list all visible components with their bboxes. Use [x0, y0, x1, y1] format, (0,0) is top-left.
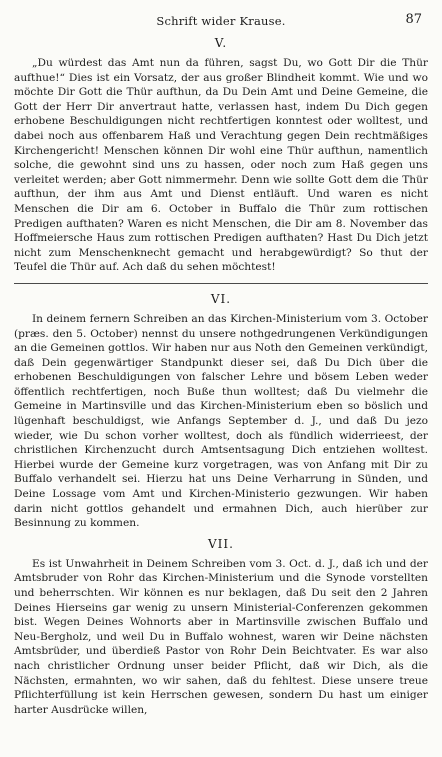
paragraph: Es ist Unwahrheit in Deinem Schreiben vom 3. Oct. d. J., daß ich und der Amtsbruder von Rohr das Kirchen-Ministerium und die Synode vorstellten und beherrschten. Wir können es nur beklagen, daß Du seit den 2 Jahren Deines Hierseins gar wenig zu unsern Ministerial-Conferenzen gekommen bist. Wegen Deines Wohnorts aber in Martinsville zwischen Buffalo und Neu-Bergholz, und weil Du in Buffalo wohnest, waren wir Deine nächsten Amtsbrüder, und überdieß Pastor von Rohr Dein Beichtvater. Es war also nach christlicher Ordnung unser beider Pflicht, daß wir Dich, als die Nächsten, ermahnten, wo wir sahen, daß du fehltest. Diese unsere treue Pflichterfüllung ist kein Herrschen gewesen, sondern Du hast um einiger harter Ausdrücke willen,: [14, 557, 428, 716]
section-title: VII.: [208, 536, 234, 551]
running-head: Schrift wider Krause.: [156, 14, 286, 28]
section-v: [14, 36, 428, 275]
page-number: 87: [405, 12, 422, 27]
section-title: VI.: [210, 291, 232, 306]
section-title: V.: [214, 36, 228, 50]
paragraph: In deinem fernern Schreiben an das Kirchen-Ministerium vom 3. October (præs. den 5. October) nennst du unsere nothgedrungenen Verkündigungen an die Gemeinen gottlos. Wir haben nur aus Noth den Gemeinen verkündigt, daß Dein gegenwärtiger Standpunkt dieser sei, daß Du Dich über die erhobenen Beschuldigungen von falscher Lehre und bösem Leben weder öffentlich rechtfertigen, noch Buße thun wolltest; daß Du vielmehr die Gemeine in Martinsville und das Kirchen-Ministerium eben so böslich und lügenhaft beschuldigst, wie Anfangs September d. J., und daß Du jezo wieder, wie Du schon vorher wolltest, doch als fündlich widerrieest, der christlichen Kirchenzucht durch Amtsentsagung Dich entziehen wolltest. Hierbei wurde der Gemeine kurz vorgetragen, was von Anfang mit Dir zu Buffalo verhandelt sei. Hierzu hat uns Deine Verharrung in Sünden, und Deine Lossage vom Amt und Kirchen-Ministerio gezwungen. Wir haben darin nicht gottlos gehandelt und ermahnen Dich, auch hierüber zur Besinnung zu kommen.: [14, 312, 428, 530]
page-header: [14, 8, 428, 30]
section-divider: [14, 283, 428, 284]
paragraph: „Du würdest das Amt nun da führen, sagst Du, wo Gott Dir die Thür aufthue!“ Dies ist ein Vorsatz, der aus großer Blindheit kommt. Wie und wo möchte Dir Gott die Thür aufthun, da Du Dein Amt und Deine Gemeine, die Gott der Herr Dir anvertraut hatte, verlassen hast, indem Du Dich gegen erhobene Beschuldigungen nicht rechtfertigen konntest oder wolltest, und dabei noch aus offenbarem Haß und Verachtung gegen Dein rechtmäßiges Kirchengericht! Menschen können Dir wohl eine Thür aufthun, namentlich solche, die gewohnt sind uns zu hassen, oder noch zum Haß gegen uns verleitet werden; aber Gott nimmermehr. Denn wie sollte Gott dem die Thür aufthun, der ihm aus Amt und Dienst entläuft. Und waren es nicht Menschen die Dir am 6. October in Buffalo die Thür zum rottischen Predigen aufthaten? Waren es nicht Menschen, die Dir am 8. November das Hoffmeiersche Haus zum rottischen Predigen aufthaten? Hast Du Dich jetzt nicht zum Menschenknecht gemacht und herabgewürdigt? So thut der Teufel die Thür auf. Ach daß du sehen möchtest!: [14, 57, 428, 274]
section-vii: [14, 537, 428, 718]
section-vi: [14, 292, 428, 531]
